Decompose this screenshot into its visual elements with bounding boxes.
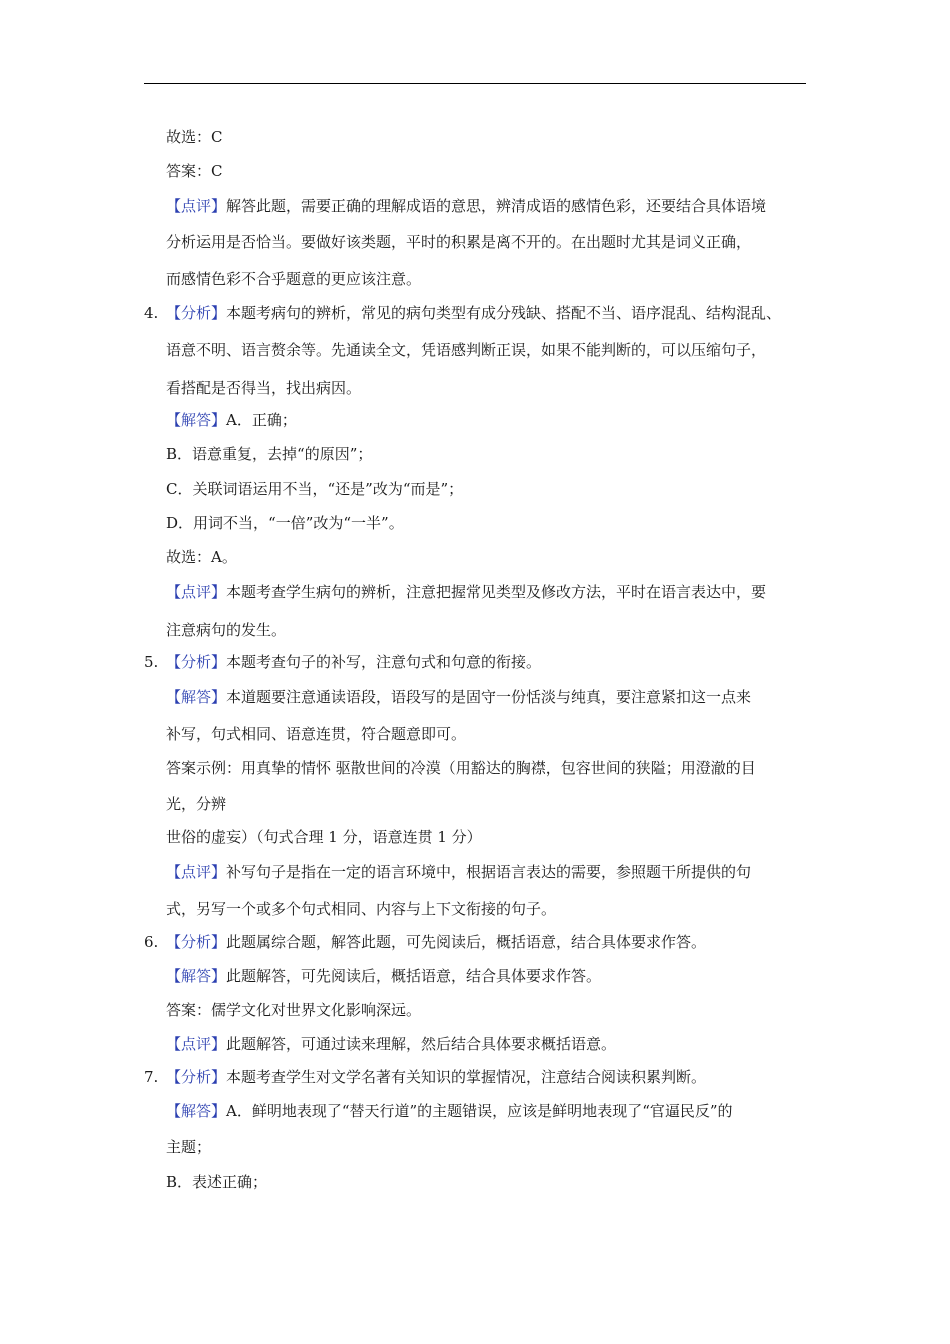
line-text: B．表述正确；	[166, 1173, 268, 1191]
text-line	[166, 512, 808, 534]
text-line	[166, 861, 808, 883]
line-text: 本题考查学生病句的辨析，注意把握常见类型及修改方法，平时在语言表达中，要	[226, 583, 767, 601]
line-text: 答案示例：用真挚的情怀 驱散世间的冷漠（用豁达的胸襟，包容世间的狭隘；用澄澈的目	[166, 759, 756, 777]
line-text: 本题考病句的辨析，常见的病句类型有成分残缺、搭配不当、语序混乱、结构混乱、	[226, 304, 782, 322]
text-line	[166, 898, 808, 920]
line-text: 本题考查学生对文学名著有关知识的掌握情况，注意结合阅读积累判断。	[226, 1068, 707, 1086]
text-line	[166, 268, 808, 290]
section-tag: 【解答】	[166, 1102, 227, 1120]
line-text: 注意病句的发生。	[166, 621, 287, 639]
text-line	[166, 339, 808, 361]
section-tag: 【解答】	[166, 411, 227, 429]
text-line	[166, 443, 808, 465]
section-tag: 【解答】	[166, 967, 227, 985]
section-tag: 【点评】	[166, 863, 227, 881]
text-line	[166, 793, 808, 815]
text-line	[166, 377, 808, 399]
line-text: 语意不明、语言赘余等。先通读全文，凭语感判断正误，如果不能判断的，可以压缩句子，	[166, 341, 767, 359]
line-text: D．用词不当，“一倍”改为“一半”。	[166, 514, 404, 532]
question-number: 6.	[144, 933, 159, 951]
line-text: 世俗的虚妄）（句式合理 1 分，语意连贯 1 分）	[166, 828, 482, 846]
line-text: 此题属综合题，解答此题，可先阅读后，概括语意，结合具体要求作答。	[226, 933, 707, 951]
header-rule	[144, 83, 806, 84]
text-line	[166, 1066, 808, 1088]
line-text: 补写，句式相同、语意连贯，符合题意即可。	[166, 725, 467, 743]
text-line	[166, 1136, 808, 1158]
line-text: B．语意重复，去掉“的原因”；	[166, 445, 373, 463]
text-line	[166, 581, 808, 603]
text-line	[166, 651, 808, 673]
line-text: 本道题要注意通读语段，语段写的是固守一份恬淡与纯真，要注意紧扣这一点来	[226, 688, 752, 706]
text-line	[166, 126, 808, 148]
text-line	[166, 999, 808, 1021]
line-text: 补写句子是指在一定的语言环境中，根据语言表达的需要，参照题干所提供的句	[226, 863, 752, 881]
section-tag: 【分析】	[166, 1068, 227, 1086]
line-text: 本题考查句子的补写，注意句式和句意的衔接。	[226, 653, 542, 671]
text-line	[166, 931, 808, 953]
section-tag: 【点评】	[166, 197, 227, 215]
section-tag: 【点评】	[166, 1035, 227, 1053]
text-line	[166, 195, 808, 217]
question-number: 4.	[144, 304, 159, 322]
section-tag: 【解答】	[166, 688, 227, 706]
text-line	[166, 686, 808, 708]
line-text: 式，另写一个或多个句式相同、内容与上下文衔接的句子。	[166, 900, 557, 918]
line-text: 答案：C	[166, 162, 223, 180]
text-line	[166, 546, 808, 568]
line-text: 而感情色彩不合乎题意的更应该注意。	[166, 270, 422, 288]
line-text: 故选：C	[166, 128, 223, 146]
line-text: 解答此题，需要正确的理解成语的意思，辨清成语的感情色彩，还要结合具体语境	[226, 197, 767, 215]
line-text: 看搭配是否得当，找出病因。	[166, 379, 362, 397]
line-text: 此题解答，可先阅读后，概括语意，结合具体要求作答。	[226, 967, 602, 985]
text-line	[166, 478, 808, 500]
text-line	[166, 409, 808, 431]
text-line	[166, 160, 808, 182]
text-line	[166, 723, 808, 745]
text-line	[166, 619, 808, 641]
line-text: 故选：A。	[166, 548, 237, 566]
line-text: C．关联词语运用不当，“还是”改为“而是”；	[166, 480, 464, 498]
section-tag: 【分析】	[166, 653, 227, 671]
line-text: A．鲜明地表现了“替天行道”的主题错误，应该是鲜明地表现了“官逼民反”的	[226, 1102, 733, 1120]
line-text: 此题解答，可通过读来理解，然后结合具体要求概括语意。	[226, 1035, 617, 1053]
text-line	[166, 757, 808, 779]
section-tag: 【点评】	[166, 583, 227, 601]
line-text: A．正确；	[226, 411, 297, 429]
line-text: 主题；	[166, 1138, 212, 1156]
text-line	[166, 1171, 808, 1193]
text-line	[166, 231, 808, 253]
question-number: 5.	[144, 653, 159, 671]
section-tag: 【分析】	[166, 933, 227, 951]
text-line	[166, 1100, 808, 1122]
line-text: 光，分辨	[166, 795, 227, 813]
section-tag: 【分析】	[166, 304, 227, 322]
text-line	[166, 1033, 808, 1055]
text-line	[166, 302, 808, 324]
line-text: 分析运用是否恰当。要做好该类题，平时的积累是离不开的。在出题时尤其是词义正确，	[166, 233, 752, 251]
text-line	[166, 965, 808, 987]
text-line	[166, 826, 808, 848]
line-text: 答案：儒学文化对世界文化影响深远。	[166, 1001, 422, 1019]
question-number: 7.	[144, 1068, 159, 1086]
